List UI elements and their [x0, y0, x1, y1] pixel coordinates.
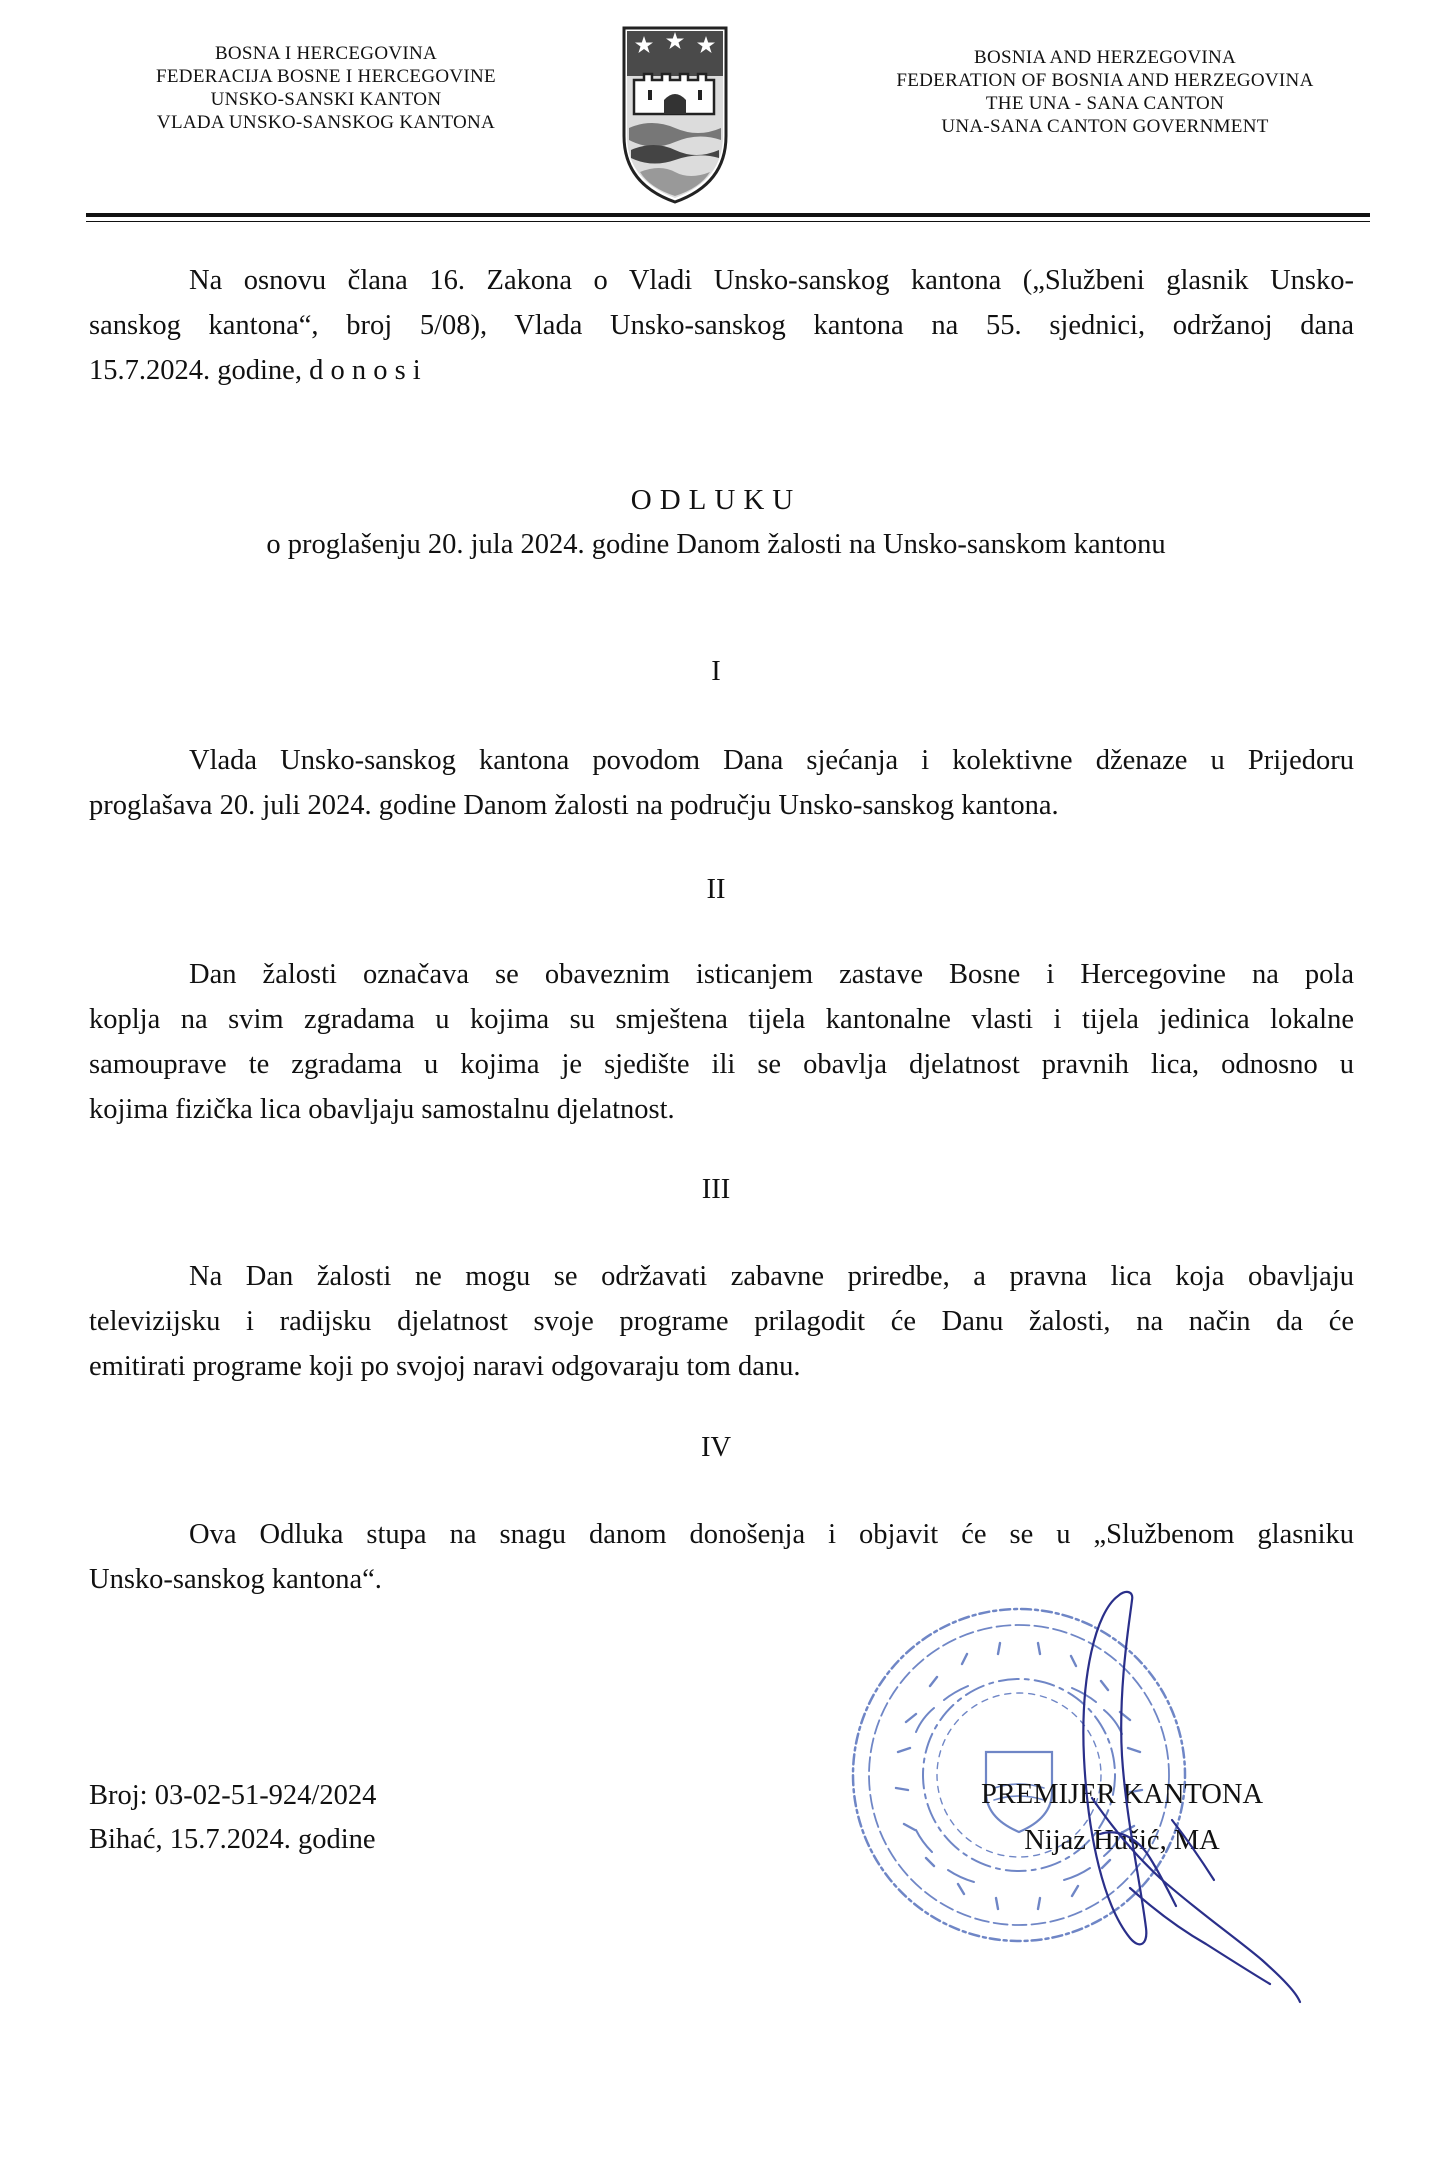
section-line: proglašava 20. juli 2024. godine Danom žalosti na području Unsko-sanskog kantona. — [89, 790, 1059, 821]
letterhead-left-line: FEDERACIJA BOSNE I HERCEGOVINE — [156, 66, 496, 87]
place-and-date: Bihać, 15.7.2024. godine — [89, 1824, 376, 1855]
section-line: emitirati programe koji po svojoj naravi odgovaraju tom danu. — [89, 1351, 801, 1382]
handwritten-signature-icon — [1000, 1588, 1310, 2028]
letterhead-left-line: BOSNA I HERCEGOVINA — [214, 43, 438, 64]
decision-subtitle: o proglašenju 20. jula 2024. godine Danom žalosti na Unsko-sanskom kantonu — [266, 529, 1166, 560]
section-numeral: I — [711, 656, 721, 687]
section-line: Na Dan žalosti ne mogu se održavati zabavne priredbe, a pravna lica koja obavljaju — [189, 1261, 1354, 1292]
letterhead-right-line: BOSNIA AND HERZEGOVINA — [973, 47, 1237, 68]
section-numeral: IV — [700, 1432, 732, 1463]
section-numeral: II — [706, 874, 726, 905]
document-footer — [89, 1774, 376, 1862]
section-line: kojima fizička lica obavljaju samostalnu djelatnost. — [89, 1094, 675, 1125]
section-line: Unsko-sanskog kantona“. — [89, 1564, 382, 1595]
section-line: samouprave te zgradama u kojima je sjedište ili se obavlja djelatnost pravnih lica, odnosno u — [89, 1049, 1354, 1080]
letterhead-right-line: FEDERATION OF BOSNIA AND HERZEGOVINA — [896, 70, 1314, 91]
letterhead-left — [100, 42, 552, 134]
preamble-line: sanskog kantona“, broj 5/08), Vlada Unsko-sanskog kantona na 55. sjednici, održanoj dana — [89, 310, 1354, 341]
letterhead-right-line: UNA-SANA CANTON GOVERNMENT — [941, 116, 1269, 137]
section-numeral: III — [701, 1174, 731, 1205]
section-body — [89, 952, 1354, 1132]
letterhead-left-line: UNSKO-SANSKI KANTON — [210, 89, 442, 110]
section-body — [89, 738, 1354, 828]
preamble-line: Na osnovu člana 16. Zakona o Vladi Unsko-sanskog kantona („Službeni glasnik Unsko- — [189, 265, 1354, 296]
signatory-title: PREMIJER KANTONA — [980, 1779, 1264, 1810]
letterhead-right — [852, 46, 1358, 138]
decision-title: ODLUKU — [630, 484, 802, 516]
section-line: Ova Odluka stupa na snagu danom donošenja i objavit će se u „Službenom glasniku — [189, 1519, 1354, 1550]
preamble — [89, 258, 1354, 393]
header-rule-thin — [86, 221, 1370, 222]
section-line: televizijsku i radijsku djelatnost svoje programe prilagodit će Danu žalosti, na način da će — [89, 1306, 1354, 1337]
preamble-line: 15.7.2024. godine, d o n o s i — [89, 355, 421, 386]
coat-of-arms-icon — [620, 24, 730, 206]
section-line: Dan žalosti označava se obaveznim isticanjem zastave Bosne i Hercegovine na pola — [189, 959, 1354, 990]
document-number: Broj: 03-02-51-924/2024 — [89, 1780, 377, 1811]
section-body — [89, 1254, 1354, 1389]
section-line: Vlada Unsko-sanskog kantona povodom Dana sjećanja i kolektivne dženaze u Prijedoru — [189, 745, 1354, 776]
letterhead-left-line: VLADA UNSKO-SANSKOG KANTONA — [156, 112, 496, 133]
section-line: koplja na svim zgradama u kojima su smještena tijela kantonalne vlasti i tijela jedinica lokalne — [89, 1004, 1354, 1035]
letterhead-right-line: THE UNA - SANA CANTON — [985, 93, 1225, 114]
signatory-name: Nijaz Hušić, MA — [1024, 1825, 1220, 1856]
header-rule — [86, 213, 1370, 217]
